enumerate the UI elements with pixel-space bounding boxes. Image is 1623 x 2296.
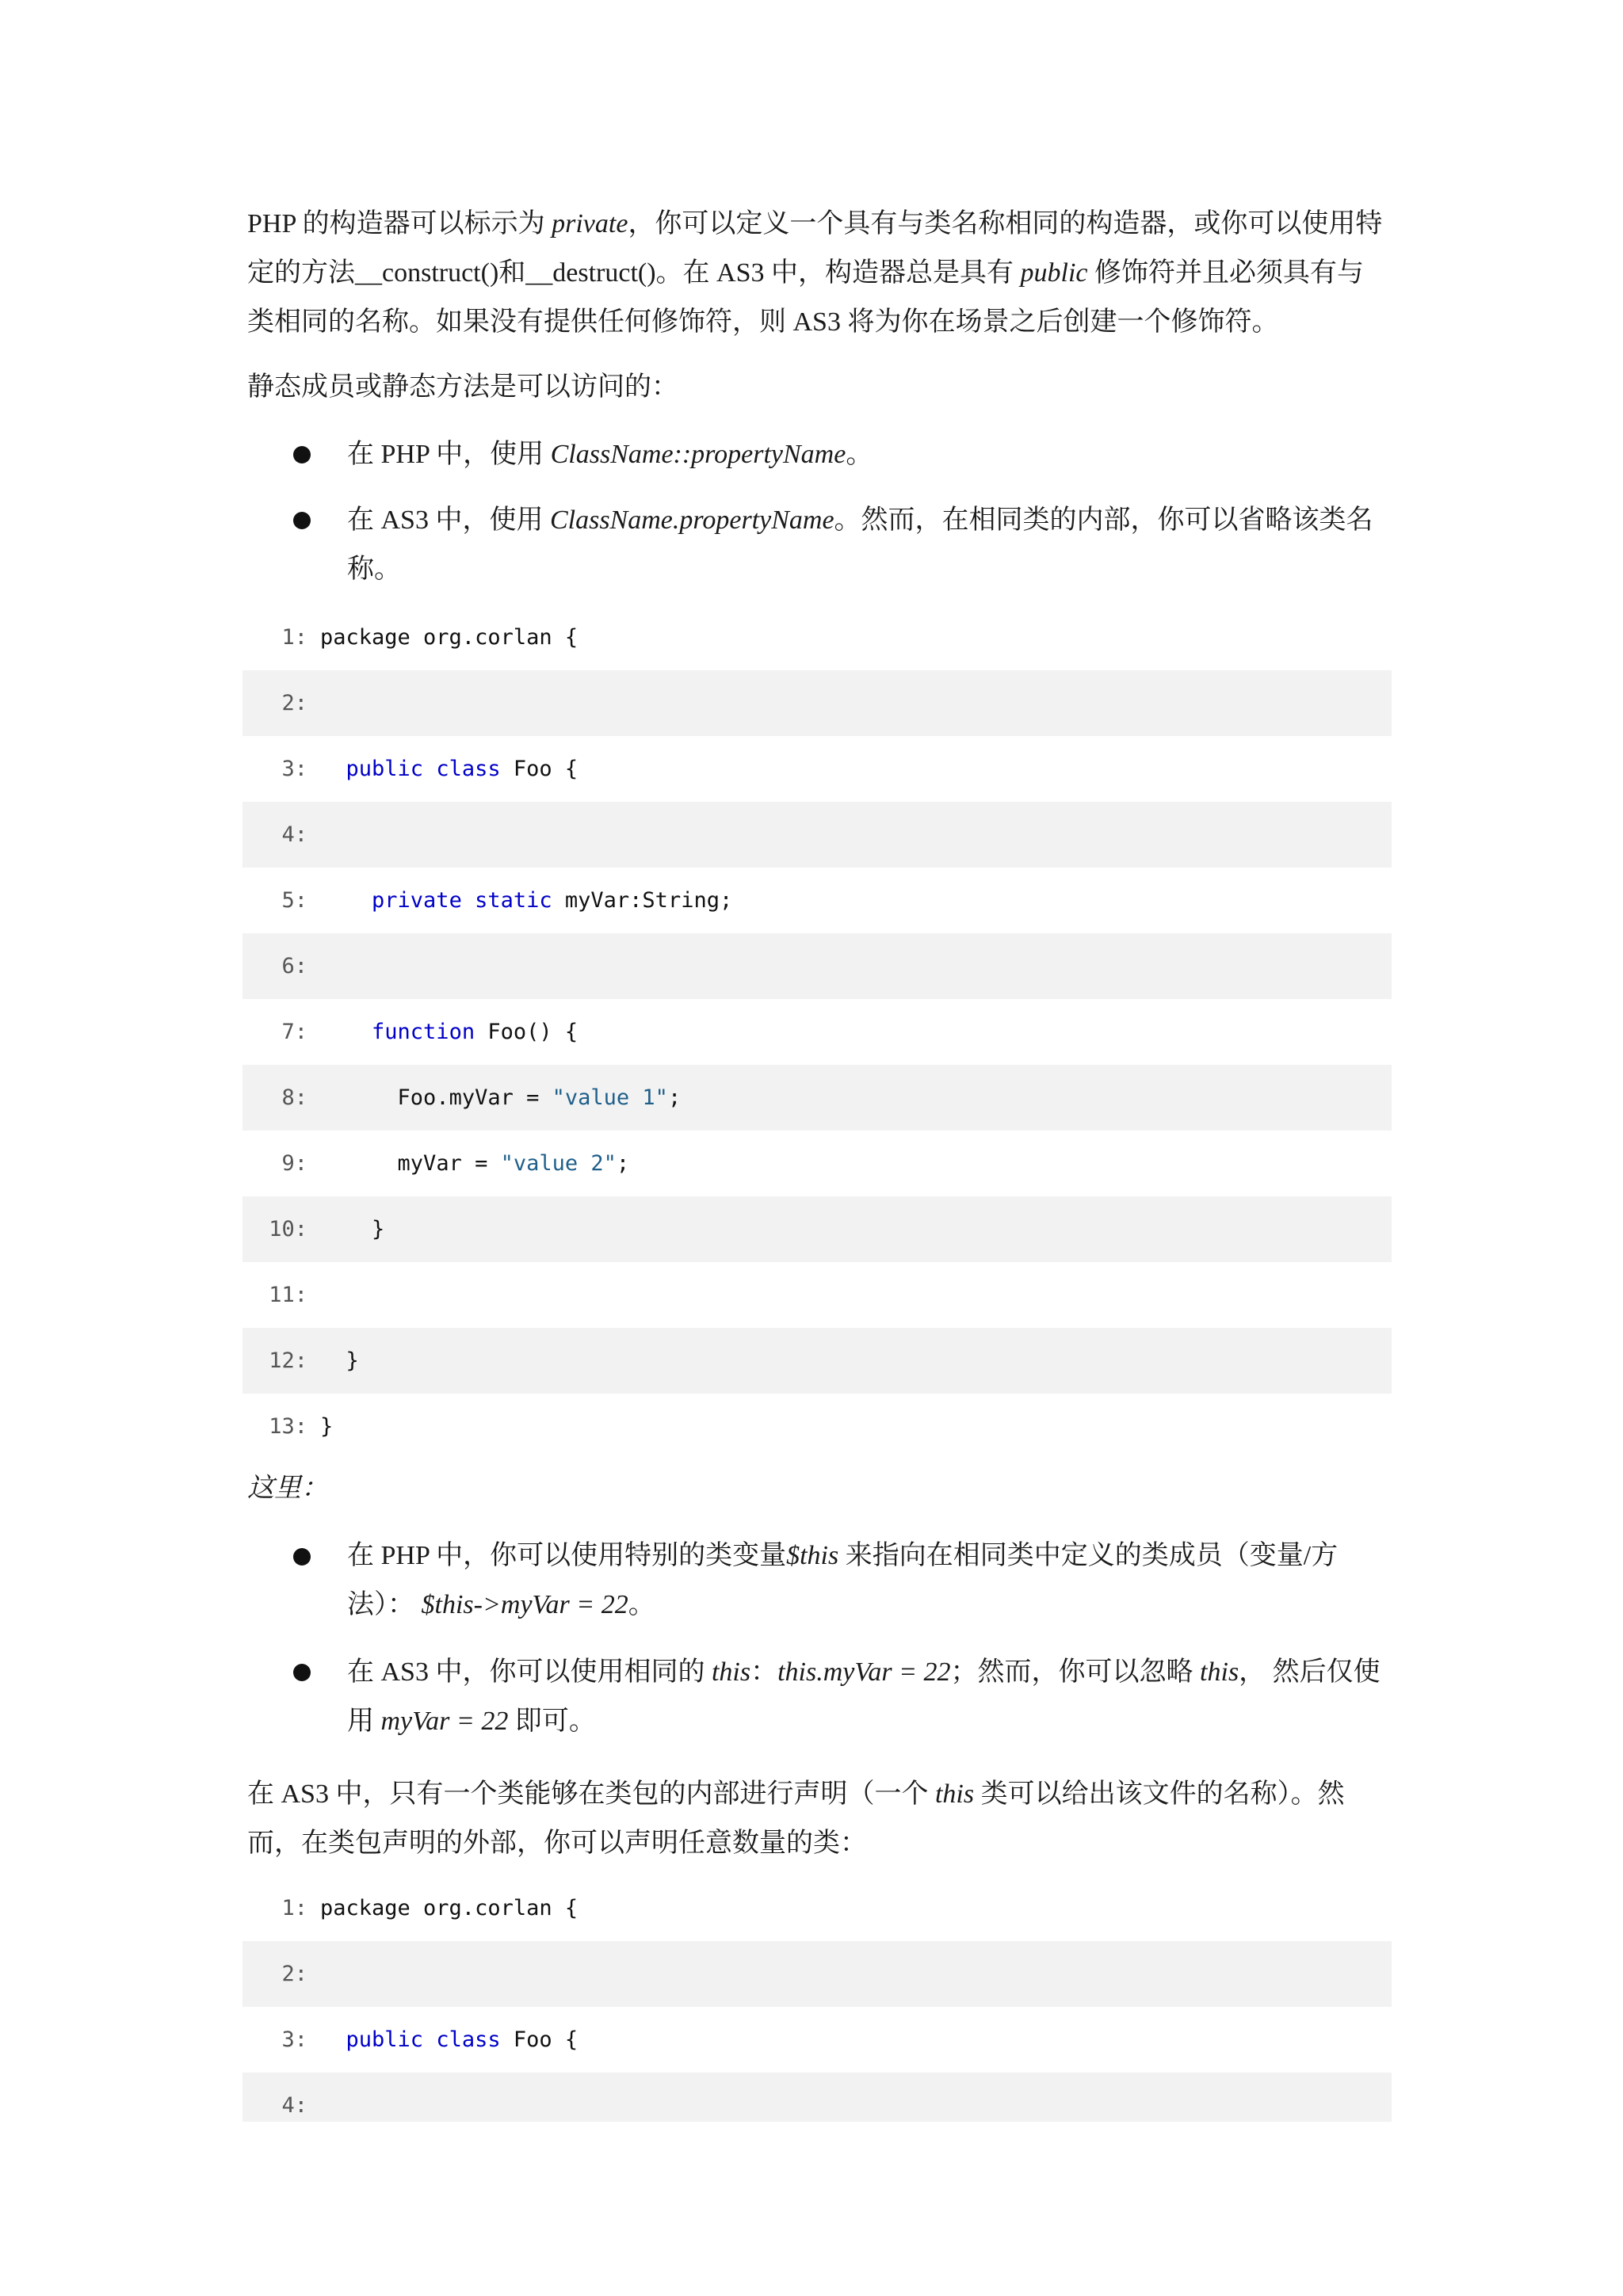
italic-term: this	[934, 1779, 975, 1809]
line-number: 13:	[269, 1414, 307, 1439]
bullet-item-php-static	[347, 430, 1393, 479]
code-line	[242, 605, 1392, 670]
keyword: public	[346, 2027, 424, 2052]
code-text: Foo.myVar = "value 1";	[397, 1085, 682, 1110]
bullet-item-as3-static	[347, 496, 1393, 594]
code-line	[242, 736, 1392, 802]
code-text: }	[372, 1217, 385, 1241]
italic-term: $this->myVar = 22	[421, 1590, 628, 1619]
line-number: 5:	[281, 888, 307, 913]
italic-term: $this	[786, 1541, 839, 1570]
code-text: }	[346, 1348, 359, 1373]
line-number: 6:	[281, 954, 307, 978]
text: 即可。	[508, 1707, 596, 1736]
italic-term: public	[1020, 258, 1088, 288]
keyword: class	[436, 2027, 501, 2052]
text: 。	[846, 440, 873, 469]
code-text: public class Foo {	[346, 2027, 579, 2052]
code-line	[242, 999, 1392, 1065]
text: 在 AS3 中，你可以使用相同的	[347, 1657, 712, 1687]
keyword: private	[372, 888, 462, 913]
line-number: 8:	[281, 1085, 307, 1110]
line-number: 3:	[281, 2027, 307, 2052]
line-number: 2:	[281, 691, 307, 715]
paragraph-static-access	[247, 363, 1388, 412]
text: PHP 的构造器可以标示为	[247, 209, 552, 238]
bullet-dot	[293, 1548, 311, 1566]
text: ，你可以定义一个具有与类名称相同的构造器，或你可以使用特定的方法__construct()和__destruct()。在 AS3 中，构造器总是具有	[247, 209, 1383, 288]
paragraph-class-package	[247, 1770, 1388, 1868]
code-block-package	[242, 1875, 1392, 2122]
bullet-item-php-this	[347, 1531, 1393, 1630]
italic-term: this	[711, 1657, 751, 1687]
code-line	[242, 1875, 1392, 1941]
text: 在 AS3 中，使用	[347, 505, 550, 535]
code-line	[242, 2073, 1392, 2122]
italic-term: ClassName::propertyName	[550, 440, 846, 469]
italic-term: this.myVar = 22	[777, 1657, 951, 1687]
code-line	[242, 1394, 1392, 1459]
line-number: 9:	[281, 1151, 307, 1176]
code-line	[242, 933, 1392, 999]
text: 。然而，在相同类的内部，你可以省略该类名称。	[347, 505, 1373, 584]
italic-term: this	[1200, 1657, 1239, 1687]
bullet-dot	[293, 512, 311, 529]
code-text: private static myVar:String;	[372, 888, 733, 913]
line-number: 7:	[281, 1020, 307, 1044]
string-literal: "value 1"	[552, 1085, 668, 1110]
line-number: 12:	[269, 1348, 307, 1373]
code-line	[242, 1196, 1392, 1262]
text: ， 然后仅使用	[347, 1657, 1381, 1736]
text: 在 PHP 中，使用	[347, 440, 551, 469]
keyword: public	[346, 757, 424, 781]
line-number: 1:	[281, 1896, 307, 1920]
code-text: }	[320, 1414, 334, 1439]
text: 来指向在相同类中定义的类成员（变量/方法）：	[347, 1541, 1338, 1619]
string-literal: "value 2"	[500, 1151, 617, 1176]
code-line	[242, 1262, 1392, 1328]
line-number: 2:	[281, 1962, 307, 1986]
code-line	[242, 868, 1392, 933]
code-text: package org.corlan {	[320, 625, 579, 650]
text: ：	[750, 1657, 778, 1687]
bullet-dot	[293, 446, 311, 463]
code-line	[242, 802, 1392, 868]
line-number: 11:	[269, 1283, 307, 1307]
text: ；然而，你可以忽略	[950, 1657, 1201, 1687]
text: 在 AS3 中，只有一个类能够在类包的内部进行声明（一个	[247, 1779, 935, 1809]
paragraph-constructor	[247, 200, 1388, 347]
code-line	[242, 1065, 1392, 1131]
paragraph-here	[247, 1464, 1388, 1513]
code-text: public class Foo {	[346, 757, 579, 781]
italic-term: private	[552, 209, 628, 238]
code-line	[242, 670, 1392, 736]
code-line	[242, 1131, 1392, 1196]
text: 静态成员或静态方法是可以访问的：	[247, 372, 678, 402]
line-number: 10:	[269, 1217, 307, 1241]
code-line	[242, 2007, 1392, 2073]
code-text: function Foo() {	[372, 1020, 579, 1044]
code-text: myVar = "value 2";	[397, 1151, 630, 1176]
bullet-dot	[293, 1664, 311, 1681]
line-number: 1:	[281, 625, 307, 650]
text: 类可以给出该文件的名称）。然而，在类包声明的外部，你可以声明任意数量的类：	[247, 1779, 1345, 1858]
keyword: class	[436, 757, 501, 781]
code-text: package org.corlan {	[320, 1896, 579, 1920]
text: 这里：	[247, 1474, 328, 1503]
italic-term: myVar = 22	[380, 1707, 509, 1736]
code-block-static	[242, 605, 1392, 1459]
bullet-item-as3-this	[347, 1648, 1393, 1746]
line-number: 4:	[281, 2093, 307, 2118]
code-line	[242, 1941, 1392, 2007]
keyword: static	[475, 888, 552, 913]
text: 修饰符并且必须具有与类相同的名称。如果没有提供任何修饰符，则 AS3 将为你在场景之后创建一个修饰符。	[247, 258, 1364, 337]
text: 在 PHP 中，你可以使用特别的类变量	[347, 1541, 787, 1570]
italic-term: ClassName.propertyName	[549, 505, 834, 535]
text: 。	[628, 1590, 655, 1619]
line-number: 4:	[281, 822, 307, 847]
line-number: 3:	[281, 757, 307, 781]
keyword: function	[372, 1020, 475, 1044]
code-line	[242, 1328, 1392, 1394]
